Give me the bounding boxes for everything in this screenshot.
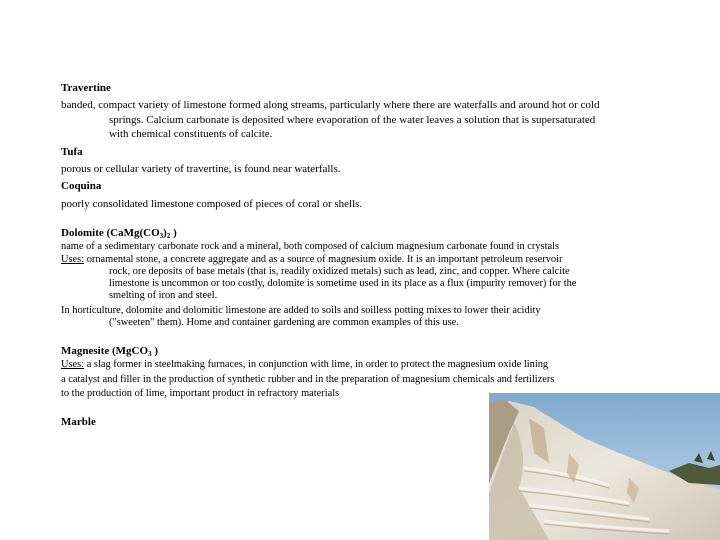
dolomite-horticulture-line-2: ("sweeten" them). Home and container gardening are common examples of this use. xyxy=(109,317,459,328)
travertine-terraces-photo xyxy=(489,393,720,540)
magnesite-heading: Magnesite (MgCO$_3$ ) xyxy=(61,345,158,358)
travertine-line-1: banded, compact variety of limestone formed along streams, particularly where there are waterfalls and around hot or cold xyxy=(61,99,600,111)
dolomite-uses-line-2: rock, ore deposits of base metals (that is, readily oxidized metals) such as lead, zinc, and copper. Where calcite xyxy=(109,266,570,277)
tufa-text: porous or cellular variety of travertine, is found near waterfalls. xyxy=(61,163,341,175)
tufa-heading: Tufa xyxy=(61,146,83,158)
coquina-heading: Coquina xyxy=(61,180,102,192)
marble-heading: Marble xyxy=(61,416,96,428)
dolomite-heading: Dolomite ($CaMg(CO_3)_2$ ) xyxy=(61,227,177,240)
coquina-text: poorly consolidated limestone composed of pieces of coral or shells. xyxy=(61,198,363,210)
dolomite-uses-label: Uses: xyxy=(61,254,85,265)
dolomite-uses-line-1: Uses: ornamental stone, a concrete aggregate and as a source of magnesium oxide. It is an important petroleum reservoir xyxy=(61,254,563,265)
dolomite-uses-line-3: limestone is uncommon or too costly, dolomite is sometime used in its place as a flux (impurity remover) for the xyxy=(109,278,577,289)
magnesite-line-2: a catalyst and filler in the production of synthetic rubber and in the preparation of magnesium chemicals and fertilizers xyxy=(61,374,555,385)
magnesite-uses-label: Uses: xyxy=(61,359,85,370)
dolomite-horticulture-line-1: In horticulture, dolomite and dolomitic limestone are added to soils and soilless potting mixes to lower their acidity xyxy=(61,305,541,316)
magnesite-line-3: to the production of lime, important product in refractory materials xyxy=(61,388,340,399)
travertine-heading: Travertine xyxy=(61,82,111,94)
dolomite-uses-line-4: smelting of iron and steel. xyxy=(109,290,218,301)
travertine-line-2: springs. Calcium carbonate is deposited where evaporation of the water leaves a solution that is supersaturated xyxy=(109,114,596,126)
travertine-line-3: with chemical constituents of calcite. xyxy=(109,128,273,140)
dolomite-line-1: name of a sedimentary carbonate rock and a mineral, both composed of calcium magnesium carbonate found in crystals xyxy=(61,241,559,252)
magnesite-uses-line-1: Uses: a slag former in steelmaking furnaces, in conjunction with lime, in order to protect the magnesium oxide lining xyxy=(61,359,549,370)
